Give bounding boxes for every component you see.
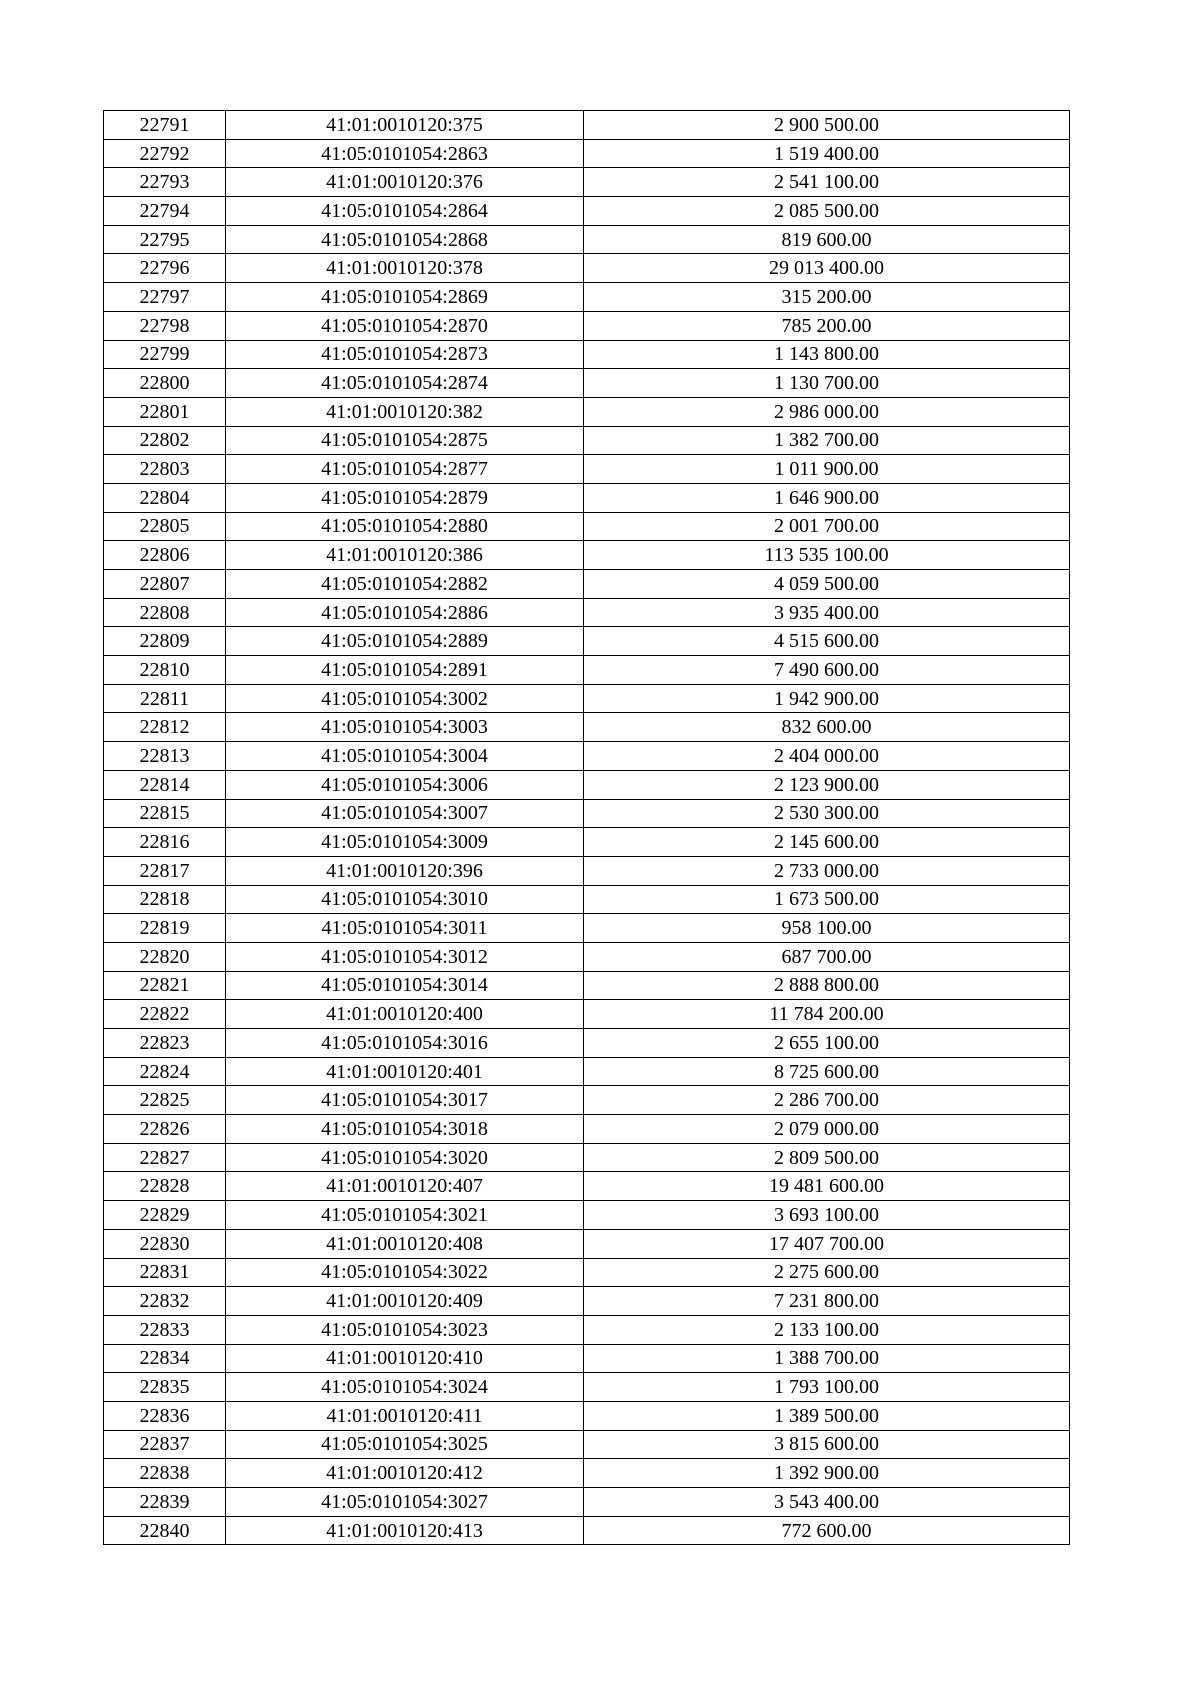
- table-row: [104, 971, 1070, 1000]
- cadastral-number-cell: 41:05:0101054:2889: [226, 627, 584, 656]
- cadastral-value-cell: 2 541 100.00: [584, 168, 1070, 197]
- row-number-cell: 22803: [104, 455, 226, 484]
- row-number-cell: 22795: [104, 225, 226, 254]
- table-row: [104, 1229, 1070, 1258]
- table-row: [104, 1143, 1070, 1172]
- cadastral-number-cell: 41:01:0010120:411: [226, 1401, 584, 1430]
- cadastral-number-cell: 41:05:0101054:3022: [226, 1258, 584, 1287]
- row-number-cell: 22793: [104, 168, 226, 197]
- row-number-cell: 22835: [104, 1373, 226, 1402]
- cadastral-value-cell: 958 100.00: [584, 914, 1070, 943]
- cadastral-number-cell: 41:05:0101054:3014: [226, 971, 584, 1000]
- row-number-cell: 22826: [104, 1115, 226, 1144]
- table-row: [104, 570, 1070, 599]
- cadastral-value-cell: 687 700.00: [584, 942, 1070, 971]
- table-row: [104, 1373, 1070, 1402]
- row-number-cell: 22838: [104, 1459, 226, 1488]
- table-row: [104, 1057, 1070, 1086]
- cadastral-number-cell: 41:05:0101054:2880: [226, 512, 584, 541]
- cadastral-number-cell: 41:01:0010120:386: [226, 541, 584, 570]
- table-row: [104, 426, 1070, 455]
- row-number-cell: 22824: [104, 1057, 226, 1086]
- table-body: [104, 111, 1070, 1545]
- cadastral-number-cell: 41:01:0010120:376: [226, 168, 584, 197]
- table-row: [104, 455, 1070, 484]
- table-row: [104, 1401, 1070, 1430]
- table-row: [104, 656, 1070, 685]
- table-row: [104, 627, 1070, 656]
- cadastral-number-cell: 41:01:0010120:410: [226, 1344, 584, 1373]
- table-row: [104, 856, 1070, 885]
- cadastral-number-cell: 41:05:0101054:2882: [226, 570, 584, 599]
- cadastral-value-cell: 785 200.00: [584, 311, 1070, 340]
- table-row: [104, 483, 1070, 512]
- cadastral-number-cell: 41:05:0101054:3011: [226, 914, 584, 943]
- cadastral-value-cell: 17 407 700.00: [584, 1229, 1070, 1258]
- table-row: [104, 1115, 1070, 1144]
- row-number-cell: 22806: [104, 541, 226, 570]
- cadastral-value-cell: 8 725 600.00: [584, 1057, 1070, 1086]
- row-number-cell: 22801: [104, 397, 226, 426]
- row-number-cell: 22834: [104, 1344, 226, 1373]
- row-number-cell: 22794: [104, 197, 226, 226]
- row-number-cell: 22809: [104, 627, 226, 656]
- cadastral-number-cell: 41:05:0101054:3012: [226, 942, 584, 971]
- cadastral-value-cell: 2 530 300.00: [584, 799, 1070, 828]
- row-number-cell: 22804: [104, 483, 226, 512]
- cadastral-number-cell: 41:01:0010120:401: [226, 1057, 584, 1086]
- cadastral-value-cell: 4 059 500.00: [584, 570, 1070, 599]
- cadastral-number-cell: 41:05:0101054:3016: [226, 1029, 584, 1058]
- cadastral-number-cell: 41:05:0101054:3027: [226, 1488, 584, 1517]
- row-number-cell: 22810: [104, 656, 226, 685]
- cadastral-value-cell: 2 986 000.00: [584, 397, 1070, 426]
- cadastral-value-table: [103, 110, 1070, 1545]
- row-number-cell: 22802: [104, 426, 226, 455]
- cadastral-number-cell: 41:05:0101054:3009: [226, 828, 584, 857]
- table-row: [104, 283, 1070, 312]
- cadastral-number-cell: 41:05:0101054:2873: [226, 340, 584, 369]
- table-row: [104, 512, 1070, 541]
- cadastral-value-cell: 2 001 700.00: [584, 512, 1070, 541]
- cadastral-value-cell: 2 900 500.00: [584, 111, 1070, 140]
- table-row: [104, 1488, 1070, 1517]
- row-number-cell: 22807: [104, 570, 226, 599]
- cadastral-number-cell: 41:05:0101054:2870: [226, 311, 584, 340]
- table-row: [104, 770, 1070, 799]
- cadastral-value-cell: 1 011 900.00: [584, 455, 1070, 484]
- row-number-cell: 22821: [104, 971, 226, 1000]
- row-number-cell: 22816: [104, 828, 226, 857]
- table-row: [104, 1287, 1070, 1316]
- row-number-cell: 22839: [104, 1488, 226, 1517]
- row-number-cell: 22815: [104, 799, 226, 828]
- cadastral-number-cell: 41:01:0010120:409: [226, 1287, 584, 1316]
- cadastral-number-cell: 41:05:0101054:2879: [226, 483, 584, 512]
- table-row: [104, 369, 1070, 398]
- table-row: [104, 598, 1070, 627]
- row-number-cell: 22827: [104, 1143, 226, 1172]
- row-number-cell: 22823: [104, 1029, 226, 1058]
- cadastral-value-cell: 1 646 900.00: [584, 483, 1070, 512]
- cadastral-value-cell: 113 535 100.00: [584, 541, 1070, 570]
- row-number-cell: 22830: [104, 1229, 226, 1258]
- table-row: [104, 914, 1070, 943]
- cadastral-number-cell: 41:01:0010120:396: [226, 856, 584, 885]
- table-row: [104, 684, 1070, 713]
- table-row: [104, 1258, 1070, 1287]
- cadastral-number-cell: 41:05:0101054:3010: [226, 885, 584, 914]
- table-row: [104, 397, 1070, 426]
- cadastral-value-cell: 19 481 600.00: [584, 1172, 1070, 1201]
- cadastral-value-cell: 1 519 400.00: [584, 139, 1070, 168]
- cadastral-value-cell: 2 404 000.00: [584, 742, 1070, 771]
- row-number-cell: 22840: [104, 1516, 226, 1545]
- table-row: [104, 1172, 1070, 1201]
- row-number-cell: 22837: [104, 1430, 226, 1459]
- row-number-cell: 22813: [104, 742, 226, 771]
- row-number-cell: 22812: [104, 713, 226, 742]
- cadastral-value-cell: 2 809 500.00: [584, 1143, 1070, 1172]
- cadastral-number-cell: 41:01:0010120:382: [226, 397, 584, 426]
- table-row: [104, 1086, 1070, 1115]
- cadastral-number-cell: 41:05:0101054:3002: [226, 684, 584, 713]
- table-row: [104, 828, 1070, 857]
- row-number-cell: 22829: [104, 1201, 226, 1230]
- row-number-cell: 22800: [104, 369, 226, 398]
- table-row: [104, 111, 1070, 140]
- table-row: [104, 541, 1070, 570]
- cadastral-number-cell: 41:05:0101054:2864: [226, 197, 584, 226]
- cadastral-number-cell: 41:05:0101054:3021: [226, 1201, 584, 1230]
- row-number-cell: 22818: [104, 885, 226, 914]
- table-row: [104, 1516, 1070, 1545]
- cadastral-value-cell: 2 888 800.00: [584, 971, 1070, 1000]
- cadastral-number-cell: 41:05:0101054:3004: [226, 742, 584, 771]
- table-row: [104, 254, 1070, 283]
- cadastral-number-cell: 41:01:0010120:407: [226, 1172, 584, 1201]
- row-number-cell: 22797: [104, 283, 226, 312]
- cadastral-number-cell: 41:01:0010120:378: [226, 254, 584, 283]
- cadastral-value-cell: 2 275 600.00: [584, 1258, 1070, 1287]
- table-row: [104, 799, 1070, 828]
- row-number-cell: 22811: [104, 684, 226, 713]
- cadastral-value-cell: 1 130 700.00: [584, 369, 1070, 398]
- cadastral-value-cell: 29 013 400.00: [584, 254, 1070, 283]
- cadastral-value-cell: 4 515 600.00: [584, 627, 1070, 656]
- cadastral-value-cell: 1 942 900.00: [584, 684, 1070, 713]
- row-number-cell: 22831: [104, 1258, 226, 1287]
- cadastral-value-cell: 1 388 700.00: [584, 1344, 1070, 1373]
- cadastral-value-cell: 3 935 400.00: [584, 598, 1070, 627]
- row-number-cell: 22792: [104, 139, 226, 168]
- cadastral-value-cell: 7 490 600.00: [584, 656, 1070, 685]
- row-number-cell: 22799: [104, 340, 226, 369]
- cadastral-value-cell: 1 793 100.00: [584, 1373, 1070, 1402]
- table-row: [104, 340, 1070, 369]
- cadastral-number-cell: 41:01:0010120:375: [226, 111, 584, 140]
- table-row: [104, 885, 1070, 914]
- table-row: [104, 139, 1070, 168]
- cadastral-number-cell: 41:05:0101054:3006: [226, 770, 584, 799]
- row-number-cell: 22836: [104, 1401, 226, 1430]
- row-number-cell: 22814: [104, 770, 226, 799]
- row-number-cell: 22820: [104, 942, 226, 971]
- cadastral-number-cell: 41:05:0101054:3023: [226, 1315, 584, 1344]
- cadastral-number-cell: 41:05:0101054:2886: [226, 598, 584, 627]
- cadastral-number-cell: 41:05:0101054:3007: [226, 799, 584, 828]
- cadastral-number-cell: 41:05:0101054:2891: [226, 656, 584, 685]
- cadastral-value-cell: 819 600.00: [584, 225, 1070, 254]
- table-row: [104, 1344, 1070, 1373]
- cadastral-number-cell: 41:05:0101054:3017: [226, 1086, 584, 1115]
- table-row: [104, 168, 1070, 197]
- cadastral-value-cell: 2 079 000.00: [584, 1115, 1070, 1144]
- table-row: [104, 1315, 1070, 1344]
- table-row: [104, 197, 1070, 226]
- cadastral-value-cell: 7 231 800.00: [584, 1287, 1070, 1316]
- table-row: [104, 1029, 1070, 1058]
- row-number-cell: 22791: [104, 111, 226, 140]
- row-number-cell: 22805: [104, 512, 226, 541]
- cadastral-value-cell: 3 693 100.00: [584, 1201, 1070, 1230]
- cadastral-value-cell: 2 286 700.00: [584, 1086, 1070, 1115]
- cadastral-number-cell: 41:05:0101054:3024: [226, 1373, 584, 1402]
- cadastral-value-cell: 832 600.00: [584, 713, 1070, 742]
- cadastral-value-cell: 772 600.00: [584, 1516, 1070, 1545]
- row-number-cell: 22798: [104, 311, 226, 340]
- cadastral-number-cell: 41:05:0101054:2868: [226, 225, 584, 254]
- row-number-cell: 22832: [104, 1287, 226, 1316]
- table-row: [104, 311, 1070, 340]
- table-row: [104, 1000, 1070, 1029]
- row-number-cell: 22808: [104, 598, 226, 627]
- cadastral-value-cell: 2 085 500.00: [584, 197, 1070, 226]
- table-row: [104, 1459, 1070, 1488]
- row-number-cell: 22796: [104, 254, 226, 283]
- row-number-cell: 22817: [104, 856, 226, 885]
- cadastral-number-cell: 41:05:0101054:2869: [226, 283, 584, 312]
- cadastral-number-cell: 41:01:0010120:412: [226, 1459, 584, 1488]
- cadastral-value-cell: 1 392 900.00: [584, 1459, 1070, 1488]
- cadastral-number-cell: 41:01:0010120:408: [226, 1229, 584, 1258]
- cadastral-number-cell: 41:05:0101054:3018: [226, 1115, 584, 1144]
- cadastral-value-cell: 1 382 700.00: [584, 426, 1070, 455]
- cadastral-number-cell: 41:05:0101054:2877: [226, 455, 584, 484]
- cadastral-value-cell: 2 123 900.00: [584, 770, 1070, 799]
- cadastral-value-cell: 2 133 100.00: [584, 1315, 1070, 1344]
- cadastral-value-cell: 2 655 100.00: [584, 1029, 1070, 1058]
- cadastral-number-cell: 41:01:0010120:413: [226, 1516, 584, 1545]
- table-row: [104, 1430, 1070, 1459]
- row-number-cell: 22822: [104, 1000, 226, 1029]
- table-row: [104, 225, 1070, 254]
- cadastral-value-cell: 2 733 000.00: [584, 856, 1070, 885]
- cadastral-value-cell: 1 143 800.00: [584, 340, 1070, 369]
- cadastral-value-cell: 3 815 600.00: [584, 1430, 1070, 1459]
- cadastral-value-cell: 315 200.00: [584, 283, 1070, 312]
- table-row: [104, 713, 1070, 742]
- row-number-cell: 22819: [104, 914, 226, 943]
- cadastral-value-cell: 3 543 400.00: [584, 1488, 1070, 1517]
- cadastral-number-cell: 41:01:0010120:400: [226, 1000, 584, 1029]
- cadastral-number-cell: 41:05:0101054:3020: [226, 1143, 584, 1172]
- table-row: [104, 742, 1070, 771]
- row-number-cell: 22833: [104, 1315, 226, 1344]
- table-row: [104, 942, 1070, 971]
- cadastral-value-cell: 1 673 500.00: [584, 885, 1070, 914]
- cadastral-number-cell: 41:05:0101054:3003: [226, 713, 584, 742]
- cadastral-number-cell: 41:05:0101054:2874: [226, 369, 584, 398]
- cadastral-value-cell: 1 389 500.00: [584, 1401, 1070, 1430]
- cadastral-value-cell: 11 784 200.00: [584, 1000, 1070, 1029]
- cadastral-number-cell: 41:05:0101054:3025: [226, 1430, 584, 1459]
- row-number-cell: 22825: [104, 1086, 226, 1115]
- table-row: [104, 1201, 1070, 1230]
- row-number-cell: 22828: [104, 1172, 226, 1201]
- cadastral-value-cell: 2 145 600.00: [584, 828, 1070, 857]
- cadastral-number-cell: 41:05:0101054:2863: [226, 139, 584, 168]
- cadastral-number-cell: 41:05:0101054:2875: [226, 426, 584, 455]
